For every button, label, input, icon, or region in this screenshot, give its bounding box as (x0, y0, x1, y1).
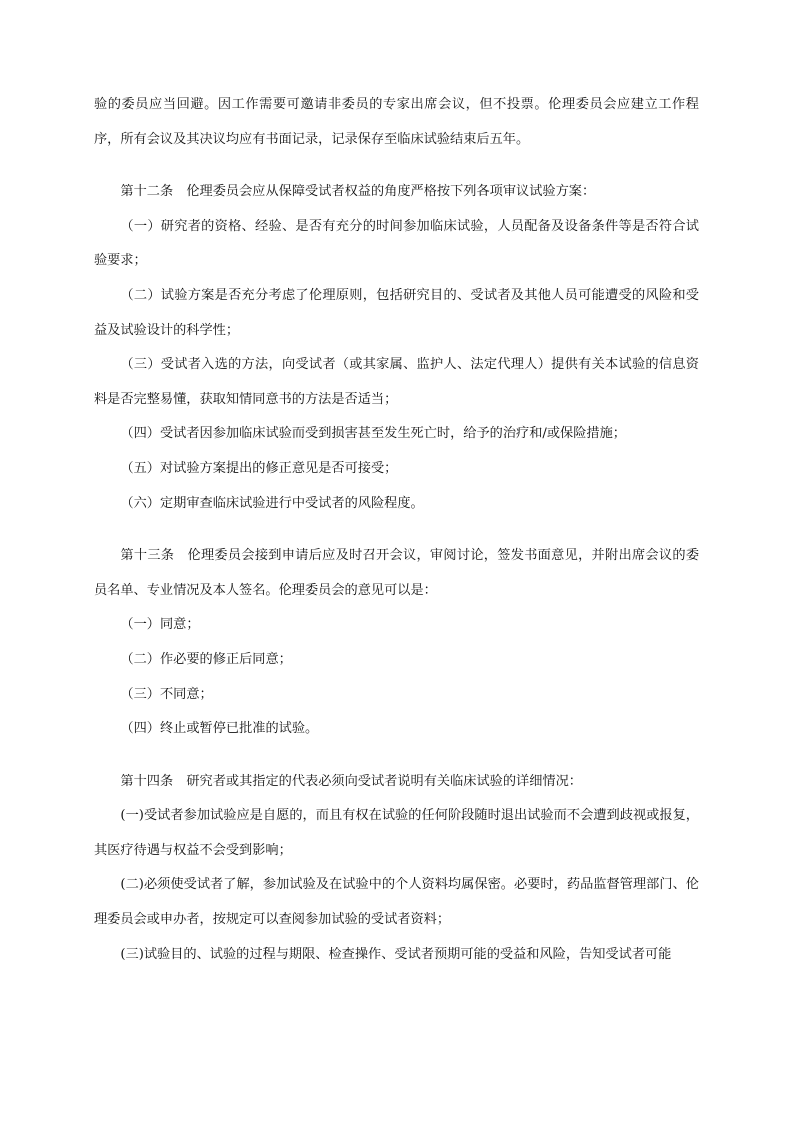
article-13-item-1: （一）同意； (120, 617, 200, 633)
article-14-item-1: (一)受试者参加试验应是自愿的，而且有权在试验的任何阶段随时退出试验而不会遭到歧视或报复，其医疗待遇与权益不会受到影响； (94, 808, 699, 858)
article-13-item-4: （四）终止或暂停已批准的试验。 (120, 721, 319, 737)
article-14 (94, 765, 699, 973)
article-12-number: 第十二条 (120, 184, 174, 200)
article-13-heading (94, 539, 699, 608)
article-14-item-2: (二)必须使受试者了解，参加试验及在试验中的个人资料均属保密。必要时，药品监督管理部门、伦理委员会或申办者，按规定可以查阅参加试验的受试者资料； (94, 877, 699, 928)
article-13-item-3: （三）不同意； (120, 686, 213, 702)
article-14-heading (94, 765, 699, 800)
article-12 (94, 175, 699, 521)
opening-paragraph: 验的委员应当回避。因工作需要可邀请非委员的专家出席会议，但不投票。伦理委员会应建立工作程序，所有会议及其决议均应有书面记录，记录保存至临床试验结束后五年。 (94, 97, 699, 147)
article-12-item-4: （四）受试者因参加临床试验而受到损害甚至发生死亡时，给予的治疗和/或保险措施； (120, 426, 626, 442)
article-12-intro: 伦理委员会应从保障受试者权益的角度严格按下列各项审议试验方案： (186, 184, 596, 200)
article-13-number: 第十三条 (120, 548, 175, 564)
article-13-item-2: （二）作必要的修正后同意； (120, 651, 292, 667)
article-12-item-3: （三）受试者入选的方法，向受试者（或其家属、监护人、法定代理人）提供有关本试验的信息资料是否完整易懂，获取知情同意书的方法是否适当； (94, 357, 699, 407)
article-14-number: 第十四条 (120, 773, 174, 789)
article-13 (94, 539, 699, 747)
article-14-intro: 研究者或其指定的代表必须向受试者说明有关临床试验的详细情况： (186, 773, 582, 789)
article-12-item-6: （六）定期审查临床试验进行中受试者的风险程度。 (120, 495, 424, 511)
article-14-item-3: (三)试验目的、试验的过程与期限、检查操作、受试者预期可能的受益和风险，告知受试者可能 (120, 946, 672, 962)
article-12-heading (94, 175, 699, 210)
article-12-item-5: （五）对试验方案提出的修正意见是否可接受； (120, 460, 398, 476)
article-12-item-1: （一）研究者的资格、经验、是否有充分的时间参加临床试验，人员配备及设备条件等是否符合试验要求； (94, 218, 699, 269)
article-13-intro: 伦理委员会接到申请后应及时召开会议，审阅讨论，签发书面意见，并附出席会议的委员名单、专业情况及本人签名。伦理委员会的意见可以是： (94, 548, 700, 598)
article-12-item-2: （二）试验方案是否充分考虑了伦理原则，包括研究目的、受试者及其他人员可能遭受的风险和受益及试验设计的科学性； (94, 287, 699, 338)
